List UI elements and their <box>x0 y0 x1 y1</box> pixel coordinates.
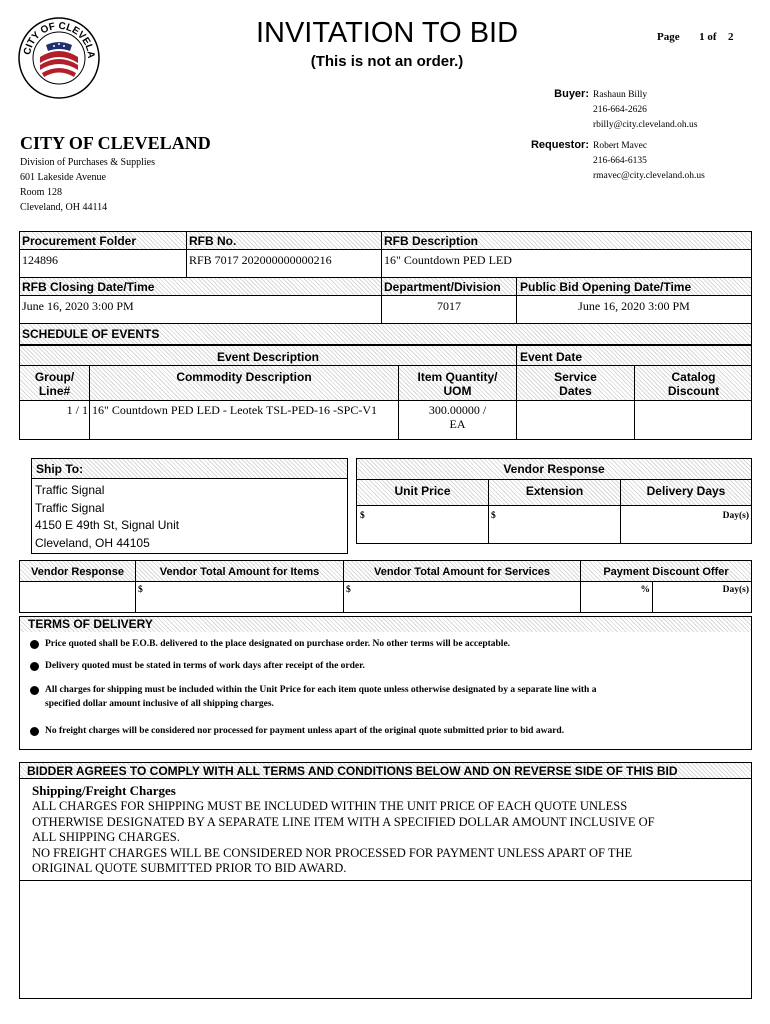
agency-division: Division of Purchases & Supplies <box>20 157 155 168</box>
services-total-field[interactable]: $ <box>346 585 351 595</box>
term-fob: Price quoted shall be F.O.B. delivered to the place designated on purchase order. No other terms will be acceptable. <box>45 639 511 649</box>
bullet-icon <box>30 662 39 671</box>
agency-address <box>20 155 155 215</box>
rfb-closing-label: RFB Closing Date/Time <box>22 280 155 294</box>
delivery-days-field[interactable]: Day(s) <box>722 511 749 521</box>
requestor-email: rmavec@city.cleveland.oh.us <box>593 171 705 181</box>
agency-name: CITY OF CLEVELAND <box>20 133 211 153</box>
agreement-text: ALL CHARGES FOR SHIPPING MUST BE INCLUDED WITHIN THE UNIT PRICE OF EACH QUOTE UNLESS OTHERWISE DESIGNATED BY A SEPARATE LINE ITEM WITH A SPECIFIED DOLLAR AMOUNT INCLUSIVE OF ALL SHIPPING CHARGES. NO FREIGHT CHARGES WILL BE CONSIDERED NOR PROCESSED FOR PAYMENT UNLESS APART OF THE ORIGINAL QUOTE SUBMITTED PRIOR TO BID AWARD. <box>32 799 655 875</box>
page-indicator <box>657 31 734 43</box>
event-description-header: Event Description <box>216 350 320 364</box>
buyer-email: rbilly@city.cleveland.oh.us <box>593 120 698 130</box>
term-shipping: All charges for shipping must be included within the Unit Price for each item quote unless otherwise designated by a separate line with a <box>45 685 597 695</box>
table-row-description: 16" Countdown PED LED - Leotek TSL-PED-16 -SPC-V1 <box>92 403 377 417</box>
bid-opening-value: June 16, 2020 3:00 PM <box>578 299 690 313</box>
procurement-folder-label: Procurement Folder <box>22 234 137 248</box>
bid-opening-label: Public Bid Opening Date/Time <box>520 280 692 294</box>
procurement-folder-value: 124896 <box>22 253 58 267</box>
unit-price-field[interactable]: $ <box>360 511 365 521</box>
rfb-closing-value: June 16, 2020 3:00 PM <box>22 299 134 313</box>
department-label: Department/Division <box>384 280 501 294</box>
buyer-label: Buyer: <box>554 88 589 100</box>
catalog-discount-header: Catalog Discount <box>667 370 720 398</box>
requestor-name: Robert Mavec <box>593 141 648 151</box>
vendor-response-title: Vendor Response <box>503 462 605 476</box>
table-row-line-number: 1 / 1 <box>66 403 88 417</box>
commodity-header: Commodity Description <box>176 370 312 384</box>
service-dates-header: Service Dates <box>554 370 597 398</box>
discount-percent-field[interactable]: % <box>640 585 650 595</box>
agency-street: 601 Lakeside Avenue <box>20 172 106 183</box>
document-title: INVITATION TO BID <box>255 17 519 49</box>
items-total-field[interactable]: $ <box>138 585 143 595</box>
payment-discount-header: Payment Discount Offer <box>603 566 729 578</box>
svg-text:CITY OF CLEVELAND OHIO: CITY OF CLEVELA <box>22 20 97 59</box>
page-of: of <box>707 31 717 43</box>
department-value: 7017 <box>437 299 461 313</box>
rfb-no-label: RFB No. <box>189 234 237 248</box>
totals-vendor-response-header: Vendor Response <box>31 566 124 578</box>
agency-city: Cleveland, OH 44114 <box>20 202 108 213</box>
bullet-icon <box>30 640 39 649</box>
rfb-description-label: RFB Description <box>384 234 479 248</box>
quantity-header: Item Quantity/ UOM <box>417 370 498 398</box>
city-seal <box>18 17 100 99</box>
agency-room: Room 128 <box>20 187 62 198</box>
agreement-heading: Shipping/Freight Charges <box>32 783 176 798</box>
term-freight: No freight charges will be considered nor processed for payment unless apart of the original quote submitted prior to bid award. <box>45 726 565 736</box>
unit-price-header: Unit Price <box>394 484 451 498</box>
table-row-quantity: 300.00000 / EA <box>428 403 487 431</box>
extension-field[interactable]: $ <box>491 511 496 521</box>
totals-services-header: Vendor Total Amount for Services <box>373 566 551 578</box>
buyer-info <box>593 88 697 133</box>
extension-header: Extension <box>525 484 584 498</box>
requestor-label: Requestor: <box>530 139 589 151</box>
rfb-description-value: 16" Countdown PED LED <box>384 253 512 267</box>
page-current: 1 <box>699 31 705 43</box>
term-shipping-cont: specified dollar amount inclusive of all shipping charges. <box>45 699 274 709</box>
terms-title: TERMS OF DELIVERY <box>28 617 153 631</box>
requestor-info <box>593 139 705 184</box>
agreement-title: BIDDER AGREES TO COMPLY WITH ALL TERMS AND CONDITIONS BELOW AND ON REVERSE SIDE OF THIS BID <box>27 764 678 778</box>
totals-items-header: Vendor Total Amount for Items <box>159 566 320 578</box>
ship-to-address: Traffic Signal Traffic Signal 4150 E 49th St, Signal Unit Cleveland, OH 44105 <box>35 483 180 550</box>
ship-to-label: Ship To: <box>36 462 84 476</box>
term-delivery: Delivery quoted must be stated in terms of work days after receipt of the order. <box>45 661 365 671</box>
delivery-days-header: Delivery Days <box>646 484 726 498</box>
discount-days-field[interactable]: Day(s) <box>722 585 749 595</box>
group-line-header: Group/ Line# <box>34 370 75 398</box>
rfb-no-value: RFB 7017 202000000000216 <box>189 253 332 267</box>
document-subtitle: (This is not an order.) <box>310 53 464 70</box>
schedule-title: SCHEDULE OF EVENTS <box>22 327 160 341</box>
buyer-phone: 216-664-2626 <box>593 105 647 115</box>
requestor-phone: 216-664-6135 <box>593 156 647 166</box>
page-label: Page <box>657 31 680 43</box>
bullet-icon <box>30 727 39 736</box>
page-total: 2 <box>728 31 734 43</box>
buyer-name: Rashaun Billy <box>593 90 648 100</box>
event-date-header: Event Date <box>520 350 583 364</box>
bullet-icon <box>30 686 39 695</box>
